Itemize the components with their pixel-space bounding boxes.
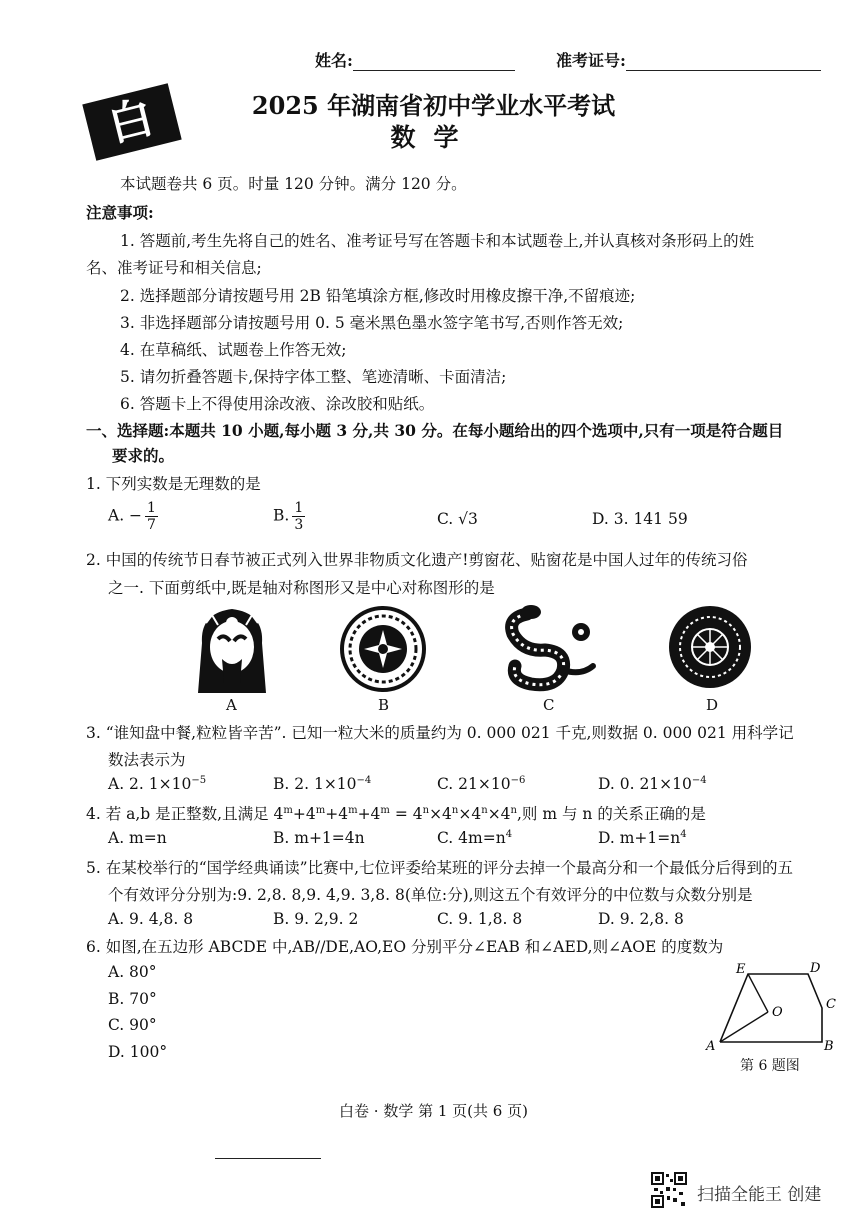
footer-rule — [215, 1158, 321, 1159]
section1-heading-cont: 要求的。 — [112, 446, 175, 465]
exam-title: 2025 年湖南省初中学业水平考试 — [251, 91, 616, 120]
note-4: 4. 在草稿纸、试题卷上作答无效; — [120, 341, 347, 359]
note-2: 2. 选择题部分请按题号用 2B 铅笔填涂方框,修改时用橡皮擦干净,不留痕迹; — [120, 287, 636, 305]
opera-mask-papercut-icon — [192, 603, 272, 697]
q2-label-b: B — [378, 696, 390, 714]
point-e-label: E — [736, 962, 746, 977]
q3-option-a: A. 2. $1\times 10^{-5}$ — [108, 775, 207, 794]
q5-option-c: C. 9. 1,8. 8 — [437, 910, 523, 928]
q4-option-c: C. $4m=n^4$ — [437, 829, 513, 848]
q4-option-d: D. $m+1=n^4$ — [598, 829, 687, 848]
notes-heading: 注意事项: — [86, 203, 154, 222]
q1-option-c: C. √3 — [437, 510, 478, 528]
q4-stem: 4. 若 a,b 是正整数,且满足 $4^m+4^m+4^m+4^m = 4^n\times 4^n\times 4^n\times 4^n$,则 m 与 n 的关系正确的是 — [86, 804, 706, 823]
subject-title: 数学 — [390, 123, 477, 152]
q5-stem-line2: 个有效评分分别为:9. 2,8. 8,9. 4,9. 3,8. 8(单位:分),则这五个有效评分的中位数与众数分别是 — [108, 886, 753, 904]
q4-option-a: A. m=n — [108, 829, 167, 847]
note-3: 3. 非选择题部分请按题号用 0. 5 毫米黑色墨水签字笔书写,否则作答无效; — [120, 314, 624, 332]
q5-option-b: B. 9. 2,9. 2 — [273, 910, 359, 928]
q1-option-d: D. 3. 141 59 — [592, 510, 688, 528]
section1-heading: 一、选择题:本题共 10 小题,每小题 3 分,共 30 分。在每小题给出的四个选项中,只有一项是符合题目 — [86, 421, 784, 440]
q5-option-a: A. 9. 4,8. 8 — [108, 910, 194, 928]
note-1b: 名、准考证号和相关信息; — [86, 259, 262, 277]
round-pattern-papercut-icon — [340, 606, 426, 692]
q2-stem-line2: 之一. 下面剪纸中,既是轴对称图形又是中心对称图形的是 — [108, 579, 495, 597]
exam-id-blank — [626, 52, 821, 71]
point-d-label: D — [810, 961, 821, 976]
q6-option-b: B. 70° — [108, 990, 157, 1008]
q1-a-fraction: $\frac{1}{7}$ — [147, 500, 156, 533]
q2-label-a: A — [226, 696, 237, 714]
pentagon-figure — [700, 960, 850, 1055]
name-blank — [353, 52, 515, 71]
q3-stem-line2: 数法表示为 — [108, 751, 186, 769]
q1-option-a: A. − $\frac{1}{7}$ — [108, 500, 156, 533]
qr-code-icon — [651, 1172, 687, 1208]
q3-option-c: C. $21\times 10^{-6}$ — [437, 775, 526, 794]
q3-option-b: B. 2. $1\times 10^{-4}$ — [273, 775, 372, 794]
point-a-label: A — [706, 1039, 716, 1054]
q6-option-d: D. 100° — [108, 1043, 168, 1061]
q3-stem-line1: 3. “谁知盘中餐,粒粒皆辛苦”. 已知一粒大米的质量约为 0. 000 021 千克,则数据 0. 000 021 用科学记 — [86, 724, 794, 742]
white-paper-stamp: 白卷 — [82, 83, 181, 161]
flower-medallion-papercut-icon — [667, 604, 753, 690]
q1-stem: 1. 下列实数是无理数的是 — [86, 475, 261, 493]
q2-label-d: D — [706, 696, 719, 714]
exam-id-label: 准考证号: — [556, 51, 626, 70]
scanner-watermark: 扫描全能王 创建 — [697, 1185, 822, 1205]
name-field — [315, 48, 515, 71]
q5-stem-line1: 5. 在某校举行的“国学经典诵读”比赛中,七位评委给某班的评分去掉一个最高分和一个最低分后得到的五 — [86, 859, 793, 877]
point-c-label: C — [826, 997, 836, 1012]
name-label: 姓名: — [315, 51, 353, 70]
point-o-label: O — [772, 1005, 783, 1020]
q3-option-d: D. 0. $21\times 10^{-4}$ — [598, 775, 707, 794]
q2-label-c: C — [543, 696, 555, 714]
snake-papercut-icon — [497, 600, 601, 695]
q2-stem-line1: 2. 中国的传统节日春节被正式列入世界非物质文化遗产!剪窗花、贴窗花是中国人过年的传统习俗 — [86, 551, 748, 569]
intro-text: 本试题卷共 6 页。时量 120 分钟。满分 120 分。 — [120, 175, 467, 193]
page-footer: 白卷 · 数学 第 1 页(共 6 页) — [339, 1102, 528, 1120]
q6-option-c: C. 90° — [108, 1016, 157, 1034]
q1-b-fraction: $\frac{1}{3}$ — [294, 500, 304, 533]
q6-option-a: A. 80° — [108, 963, 157, 981]
note-6: 6. 答题卡上不得使用涂改液、涂改胶和贴纸。 — [120, 395, 435, 413]
figure-caption: 第 6 题图 — [740, 1058, 800, 1074]
q6-stem: 6. 如图,在五边形 ABCDE 中,AB//DE,AO,EO 分别平分∠EAB 和∠AED,则∠AOE 的度数为 — [86, 938, 724, 956]
q5-option-d: D. 9. 2,8. 8 — [598, 910, 684, 928]
note-5: 5. 请勿折叠答题卡,保持字体工整、笔迹清晰、卡面清洁; — [120, 368, 507, 386]
point-b-label: B — [824, 1039, 834, 1054]
q1-option-b: B. $\frac{1}{3}$ — [273, 500, 304, 533]
exam-id-field — [556, 48, 821, 71]
q4-option-b: B. m+1=4n — [273, 829, 365, 847]
note-1a: 1. 答题前,考生先将自己的姓名、准考证号写在答题卡和本试题卷上,并认真核对条形码上的姓 — [120, 232, 755, 250]
